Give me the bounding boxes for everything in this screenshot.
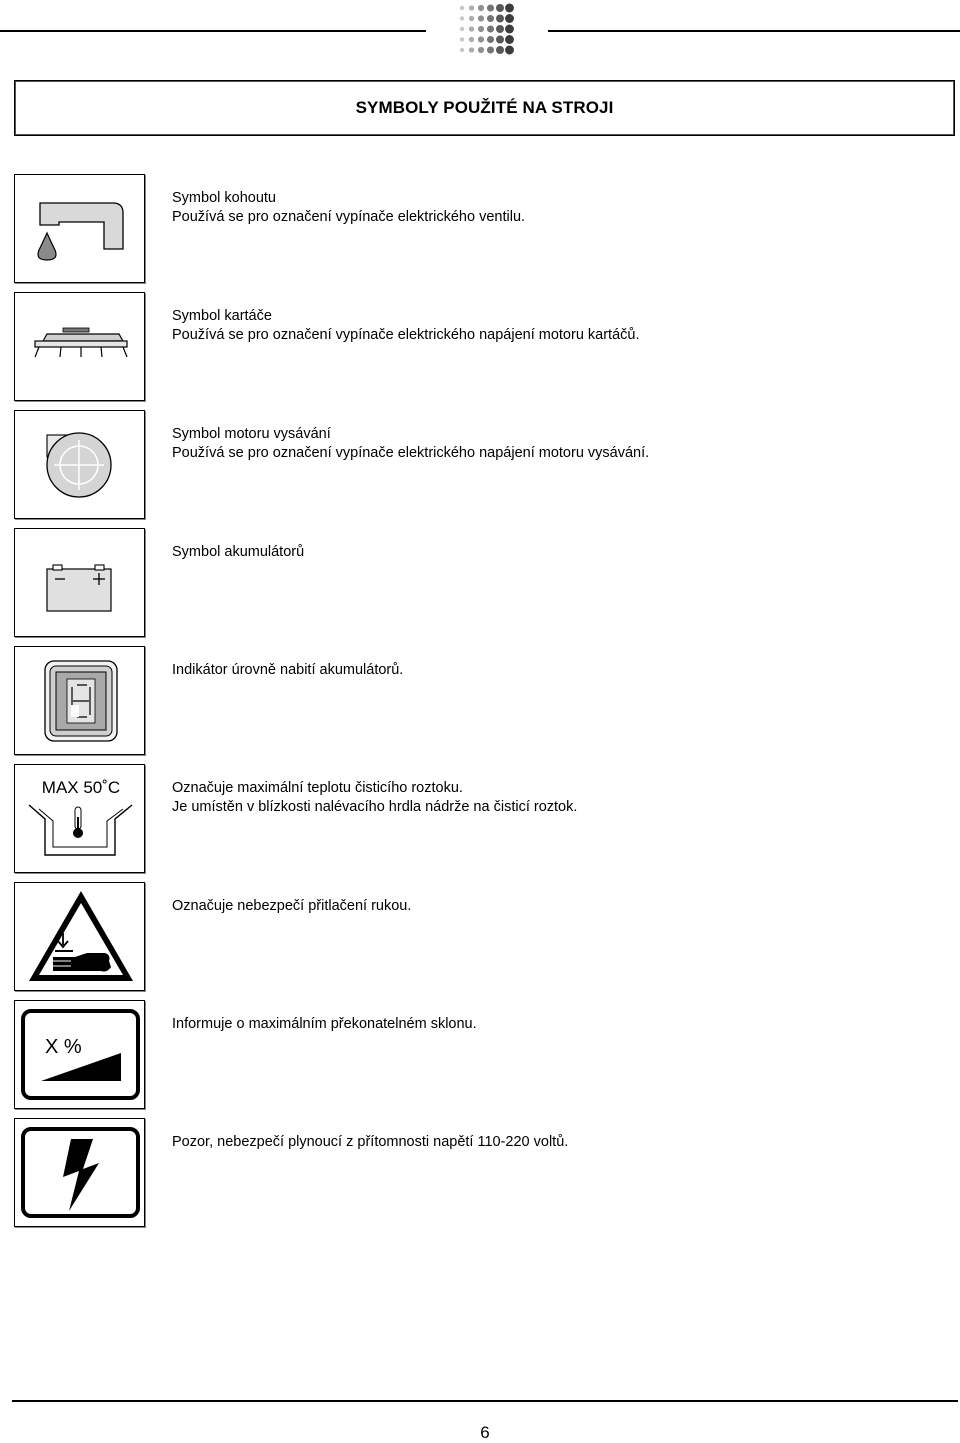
logo-dot bbox=[469, 26, 474, 31]
logo-dot bbox=[478, 5, 484, 11]
symbol-description bbox=[172, 425, 932, 463]
section-title-box bbox=[14, 80, 955, 136]
logo-dot bbox=[478, 26, 484, 32]
logo-dot bbox=[487, 36, 494, 43]
logo-dot bbox=[469, 16, 474, 21]
icon-box bbox=[14, 1118, 145, 1227]
symbol-description bbox=[172, 661, 932, 680]
logo-dot bbox=[460, 6, 464, 10]
icon-box bbox=[14, 174, 145, 283]
logo-dot bbox=[469, 47, 474, 52]
footer-rule bbox=[12, 1400, 958, 1402]
hand-crush-warning-icon bbox=[15, 883, 146, 992]
brand-dots-logo bbox=[456, 2, 516, 58]
icon-box bbox=[14, 1000, 145, 1109]
logo-dot bbox=[460, 16, 464, 20]
logo-dot bbox=[505, 14, 514, 23]
symbol-description bbox=[172, 897, 932, 916]
header-rule-left bbox=[0, 30, 426, 32]
symbol-row-vacuum-motor bbox=[14, 410, 954, 520]
symbol-title: Symbol kohoutu bbox=[172, 190, 276, 206]
vacuum-motor-icon bbox=[15, 411, 146, 520]
symbol-description bbox=[172, 779, 932, 817]
icon-box bbox=[14, 882, 145, 991]
symbol-title: Označuje maximální teplotu čisticího roztoku. bbox=[172, 780, 463, 796]
symbol-description bbox=[172, 543, 932, 562]
icon-box bbox=[14, 292, 145, 401]
symbol-row-brush bbox=[14, 292, 954, 402]
logo-dot bbox=[496, 15, 504, 23]
icon-box bbox=[14, 646, 145, 755]
logo-dot bbox=[496, 25, 504, 33]
symbol-row-hand-crush bbox=[14, 882, 954, 992]
logo-dot bbox=[487, 15, 494, 22]
header-rule-right bbox=[548, 30, 960, 32]
page-title: SYMBOLY POUŽITÉ NA STROJI bbox=[355, 98, 614, 117]
slope-label: X % bbox=[45, 1036, 82, 1058]
symbol-title: Pozor, nebezpečí plynoucí z přítomnosti napětí 110-220 voltů. bbox=[172, 1134, 569, 1150]
symbol-description bbox=[172, 1133, 932, 1152]
symbol-row-max-temperature bbox=[14, 764, 954, 874]
logo-dot bbox=[478, 36, 484, 42]
max-temperature-label: MAX 50˚C bbox=[41, 778, 121, 797]
logo-dot bbox=[460, 37, 464, 41]
symbol-description bbox=[172, 1015, 932, 1034]
symbol-row-high-voltage bbox=[14, 1118, 954, 1228]
brush-icon bbox=[15, 293, 146, 402]
symbol-text: Používá se pro označení vypínače elektrického napájení motoru vysávání. bbox=[172, 445, 650, 461]
symbol-title: Symbol akumulátorů bbox=[172, 544, 305, 560]
logo-dot bbox=[469, 37, 474, 42]
symbol-title: Symbol motoru vysávání bbox=[172, 426, 331, 442]
symbol-row-faucet bbox=[14, 174, 954, 284]
logo-dot bbox=[496, 4, 504, 12]
logo-dot bbox=[487, 4, 494, 11]
faucet-icon bbox=[15, 175, 146, 284]
symbol-text: Používá se pro označení vypínače elektrického ventilu. bbox=[172, 209, 526, 225]
logo-dot bbox=[496, 36, 504, 44]
icon-box bbox=[14, 764, 145, 873]
logo-dot bbox=[496, 46, 504, 54]
symbol-title: Symbol kartáče bbox=[172, 308, 272, 324]
max-temperature-icon bbox=[15, 765, 146, 874]
symbol-title: Indikátor úrovně nabití akumulátorů. bbox=[172, 662, 404, 678]
logo-dot bbox=[505, 4, 514, 13]
symbol-title: Označuje nebezpečí přitlačení rukou. bbox=[172, 898, 412, 914]
symbol-text: Je umístěn v blízkosti nalévacího hrdla nádrže na čisticí roztok. bbox=[172, 799, 578, 815]
max-slope-icon bbox=[15, 1001, 146, 1110]
logo-dot bbox=[460, 27, 464, 31]
page-number: 6 bbox=[480, 1423, 490, 1442]
logo-dot bbox=[487, 25, 494, 32]
high-voltage-icon bbox=[15, 1119, 146, 1228]
logo-dot bbox=[469, 5, 474, 10]
symbol-text: Používá se pro označení vypínače elektrického napájení motoru kartáčů. bbox=[172, 327, 640, 343]
symbol-description bbox=[172, 307, 932, 345]
logo-dot bbox=[478, 47, 484, 53]
icon-box bbox=[14, 528, 145, 637]
battery-icon bbox=[15, 529, 146, 638]
symbol-title: Informuje o maximálním překonatelném sklonu. bbox=[172, 1016, 477, 1032]
logo-dot bbox=[460, 48, 464, 52]
logo-dot bbox=[487, 46, 494, 53]
logo-dot bbox=[505, 25, 514, 34]
icon-box bbox=[14, 410, 145, 519]
symbol-row-battery-level bbox=[14, 646, 954, 756]
symbol-row-battery bbox=[14, 528, 954, 638]
symbol-description bbox=[172, 189, 932, 227]
logo-dot bbox=[505, 46, 514, 55]
logo-dot bbox=[505, 35, 514, 44]
logo-dot bbox=[478, 15, 484, 21]
symbol-row-max-slope bbox=[14, 1000, 954, 1110]
battery-level-indicator-icon bbox=[15, 647, 146, 756]
